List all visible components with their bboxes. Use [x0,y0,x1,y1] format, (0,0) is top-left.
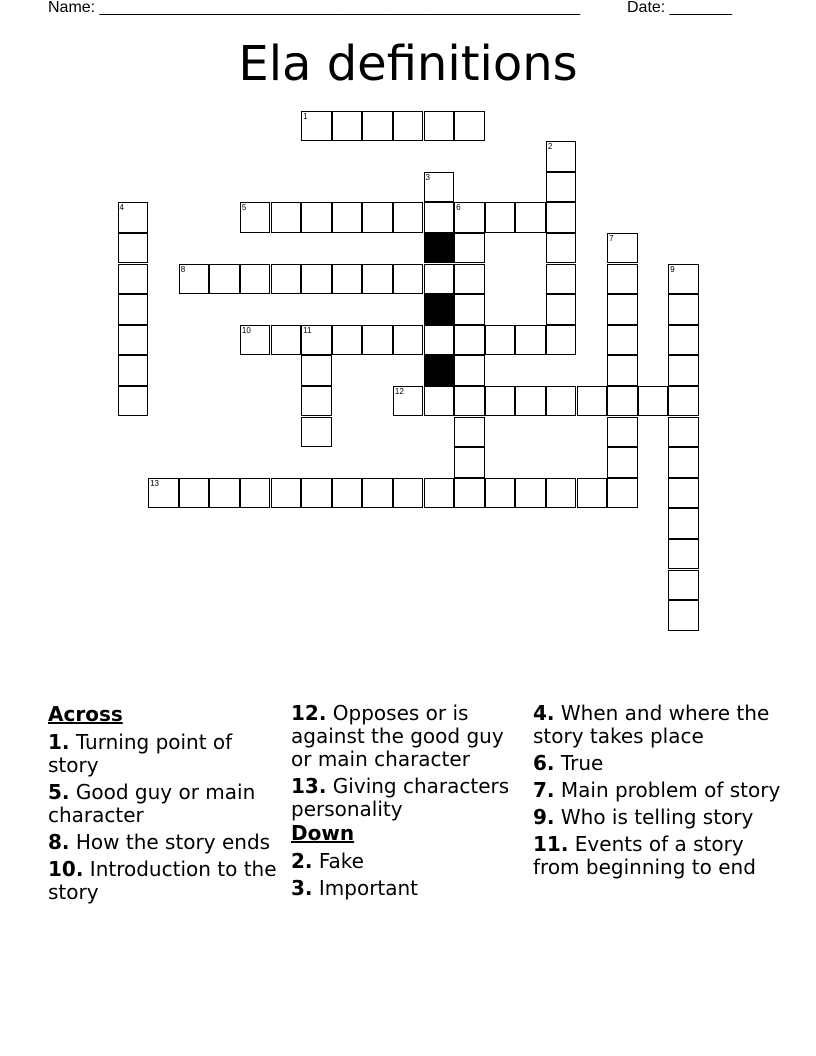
grid-cell[interactable] [301,264,332,295]
grid-cell[interactable] [118,386,149,417]
grid-cell[interactable] [424,325,455,356]
grid-cell[interactable] [301,325,332,356]
clue-down-4 [533,702,783,748]
grid-cell[interactable] [546,202,577,233]
clue-number: 11. [533,832,569,856]
grid-cell[interactable] [454,447,485,478]
clue-number-label: 3 [425,172,430,182]
clue-number-label: 9 [670,264,675,274]
clue-number-label: 1 [303,111,308,121]
grid-cell[interactable] [393,111,424,142]
grid-cell[interactable] [668,264,699,295]
grid-cell[interactable] [607,325,638,356]
clue-number-label: 4 [119,203,124,213]
grid-cell[interactable] [271,478,302,509]
grid-cell[interactable] [515,386,546,417]
grid-cell[interactable] [607,447,638,478]
clue-number-label: 12 [394,386,404,396]
clue-text: Fake [318,849,364,873]
grid-cell[interactable] [301,417,332,448]
clue-down-6 [533,752,783,775]
grid-cell[interactable] [424,202,455,233]
grid-cell[interactable] [424,111,455,142]
black-cell [424,355,455,386]
grid-cell[interactable] [668,508,699,539]
clue-text: Good guy or main character [48,780,256,827]
grid-cell[interactable] [118,325,149,356]
grid-cell[interactable] [424,264,455,295]
clue-number: 1. [48,730,70,754]
grid-cell[interactable] [179,478,210,509]
clue-number: 13. [291,774,327,798]
grid-cell[interactable] [668,386,699,417]
grid-cell[interactable] [362,325,393,356]
grid-cell[interactable] [301,202,332,233]
black-cell [424,294,455,325]
clue-number: 4. [533,701,555,725]
grid-cell[interactable] [668,417,699,448]
clue-number: 8. [48,830,70,854]
clue-text: True [560,751,604,775]
grid-cell[interactable] [424,172,455,203]
grid-cell[interactable] [668,478,699,509]
grid-cell[interactable] [424,386,455,417]
grid-cell[interactable] [668,294,699,325]
grid-cell[interactable] [454,294,485,325]
grid-cell[interactable] [515,478,546,509]
grid-cell[interactable] [332,478,363,509]
clue-number: 6. [533,751,555,775]
page-title: Ela definitions [238,36,578,92]
clue-down-9 [533,806,783,829]
clue-text: Turning point of story [48,730,233,777]
grid-cell[interactable] [332,202,363,233]
clue-across-10 [48,858,280,904]
clue-number: 2. [291,849,313,873]
grid-cell[interactable] [454,202,485,233]
grid-cell[interactable] [577,478,608,509]
grid-cell[interactable] [393,386,424,417]
grid-cell[interactable] [209,478,240,509]
grid-cell[interactable] [668,325,699,356]
grid-cell[interactable] [332,325,363,356]
clue-across-12 [291,702,523,771]
grid-cell[interactable] [332,264,363,295]
grid-cell[interactable] [271,202,302,233]
grid-cell[interactable] [546,325,577,356]
grid-cell[interactable] [362,202,393,233]
clue-text: Opposes or is against the good guy or main character [291,701,504,771]
grid-cell[interactable] [179,264,210,295]
grid-cell[interactable] [607,355,638,386]
grid-cell[interactable] [668,355,699,386]
grid-cell[interactable] [485,386,516,417]
grid-cell[interactable] [301,478,332,509]
clue-column-2 [291,702,523,900]
grid-cell[interactable] [240,202,271,233]
down-heading: Down [291,821,355,845]
grid-cell[interactable] [607,478,638,509]
clue-number-label: 5 [241,203,247,213]
grid-cell[interactable] [393,202,424,233]
grid-cell[interactable] [546,294,577,325]
clue-number: 10. [48,857,84,881]
grid-cell[interactable] [240,478,271,509]
clue-number-label: 2 [547,142,553,152]
grid-cell[interactable] [638,386,669,417]
grid-cell[interactable] [393,478,424,509]
grid-cell[interactable] [607,264,638,295]
grid-cell[interactable] [118,355,149,386]
clue-number-label: 8 [180,264,186,274]
clue-number-label: 7 [609,233,614,243]
clue-number: 9. [533,805,555,829]
grid-cell[interactable] [454,325,485,356]
date-field-label: Date: _______ [627,0,732,16]
grid-cell[interactable] [271,264,302,295]
grid-cell[interactable] [485,478,516,509]
grid-cell[interactable] [607,294,638,325]
grid-cell[interactable] [485,202,516,233]
grid-cell[interactable] [209,264,240,295]
clue-text: Events of a story from beginning to end [533,832,756,879]
grid-cell[interactable] [393,325,424,356]
grid-cell[interactable] [668,570,699,601]
clue-number: 3. [291,876,313,900]
clue-text: Introduction to the story [48,857,277,904]
grid-cell[interactable] [393,264,424,295]
black-cell [424,233,455,264]
grid-cell[interactable] [607,417,638,448]
grid-cell[interactable] [485,325,516,356]
grid-cell[interactable] [454,386,485,417]
grid-cell[interactable] [454,478,485,509]
grid-cell[interactable] [148,478,179,509]
grid-cell[interactable] [454,233,485,264]
grid-cell[interactable] [546,172,577,203]
grid-cell[interactable] [301,355,332,386]
clue-number-label: 11 [303,325,312,335]
clue-text: How the story ends [75,830,271,854]
clue-text: Main problem of story [560,778,781,802]
clue-number-label: 13 [150,478,159,488]
clue-column-1 [48,702,280,904]
grid-cell[interactable] [515,202,546,233]
grid-cell[interactable] [240,264,271,295]
clue-down-7 [533,779,783,802]
clue-down-3 [291,877,523,900]
grid-cell[interactable] [332,111,363,142]
across-heading: Across [48,702,123,726]
grid-cell[interactable] [515,325,546,356]
grid-cell[interactable] [546,233,577,264]
grid-cell[interactable] [301,111,332,142]
grid-cell[interactable] [546,478,577,509]
clue-down-2 [291,850,523,873]
grid-cell[interactable] [271,325,302,356]
name-field-label: Name: ______________________________________________________ [48,0,581,16]
grid-cell[interactable] [454,111,485,142]
grid-cell[interactable] [118,294,149,325]
grid-cell[interactable] [118,264,149,295]
grid-cell[interactable] [362,111,393,142]
grid-cell[interactable] [607,233,638,264]
grid-cell[interactable] [668,600,699,631]
clue-text: Who is telling story [560,805,754,829]
grid-cell[interactable] [362,264,393,295]
clue-text: Important [318,876,419,900]
grid-cell[interactable] [668,539,699,570]
clue-down-11 [533,833,783,879]
grid-cell[interactable] [118,202,149,233]
clue-across-8 [48,831,280,854]
grid-cell[interactable] [362,478,393,509]
grid-cell[interactable] [424,478,455,509]
clue-number-label: 6 [456,203,461,213]
grid-cell[interactable] [301,386,332,417]
clue-across-1 [48,731,280,777]
clue-number-label: 10 [241,325,251,335]
grid-cell[interactable] [454,417,485,448]
grid-cell[interactable] [118,233,149,264]
clue-number: 7. [533,778,555,802]
clue-number: 12. [291,701,327,725]
clue-text: Giving characters personality [291,774,510,821]
clue-number: 5. [48,780,70,804]
grid-cell[interactable] [546,264,577,295]
clue-column-3 [533,702,783,879]
clue-across-5 [48,781,280,827]
clue-across-13 [291,775,523,821]
grid-cell[interactable] [668,447,699,478]
clue-text: When and where the story takes place [533,701,770,748]
grid-cell[interactable] [454,355,485,386]
grid-cell[interactable] [546,386,577,417]
grid-cell[interactable] [546,141,577,172]
grid-cell[interactable] [454,264,485,295]
grid-cell[interactable] [577,386,608,417]
grid-cell[interactable] [240,325,271,356]
grid-cell[interactable] [607,386,638,417]
